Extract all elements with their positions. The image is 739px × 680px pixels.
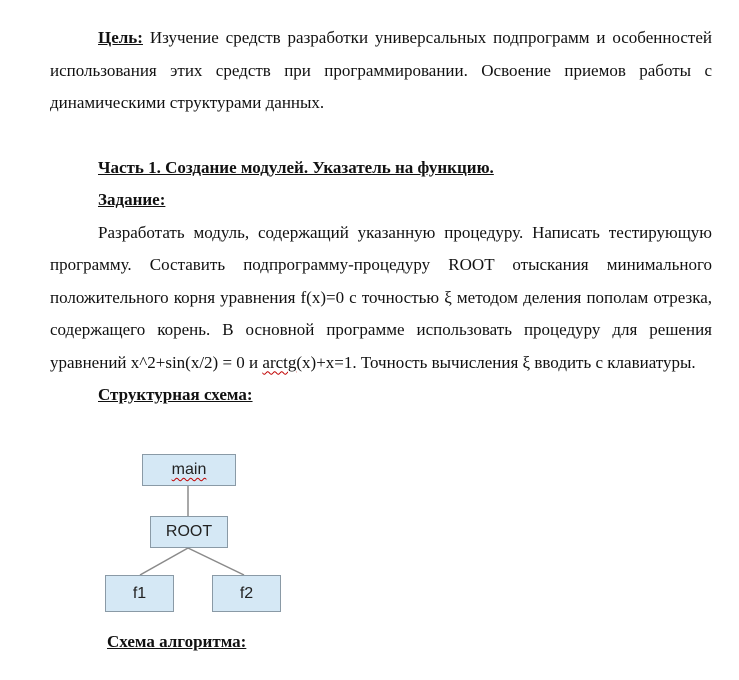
task-text-before: Разработать модуль, содержащий указанную процедуру. Написать тестирующую программу. Составить подпрограмму-процедуру ROOT отыскания минимального положительного корня уравнения f(x)=0 с точностью ξ методом деления пополам отрезка, содержащего корень. В основной программе использовать процедуру для решения уравнений x^2+sin(x/2) = 0 и xyxy=(50,222,712,372)
document-page xyxy=(50,22,712,412)
node-root xyxy=(150,516,228,548)
part1-title: Часть 1. Создание модулей. Указатель на функцию. xyxy=(98,157,494,177)
spacer xyxy=(50,120,712,152)
node-f1-label: f1 xyxy=(132,584,147,602)
goal-label: Цель: xyxy=(98,28,143,47)
spellcheck-marked-word: arctg xyxy=(262,352,297,372)
structure-diagram xyxy=(100,448,290,618)
goal-text: Изучение средств разработки универсальных подпрограмм и особенностей использования этих средств при программировании. Освоение приемов работы с динамическими структурами данных. xyxy=(50,28,712,112)
connector-root-f1 xyxy=(140,548,188,575)
connector-root-f2 xyxy=(188,548,244,575)
structure-label: Структурная схема: xyxy=(98,385,253,404)
node-main-label: main xyxy=(171,461,207,478)
node-f2 xyxy=(212,575,281,612)
algorithm-label: Схема алгоритма: xyxy=(107,632,247,651)
goal-paragraph xyxy=(50,22,712,120)
task-label: Задание: xyxy=(98,190,166,209)
node-root-label: ROOT xyxy=(165,523,213,540)
task-text-after: (x)+x=1. Точность вычисления ξ вводить с клавиатуры. xyxy=(296,352,696,372)
node-main xyxy=(142,454,236,486)
node-f2-label: f2 xyxy=(239,584,254,602)
node-f1 xyxy=(105,575,174,612)
task-paragraph xyxy=(50,217,712,380)
